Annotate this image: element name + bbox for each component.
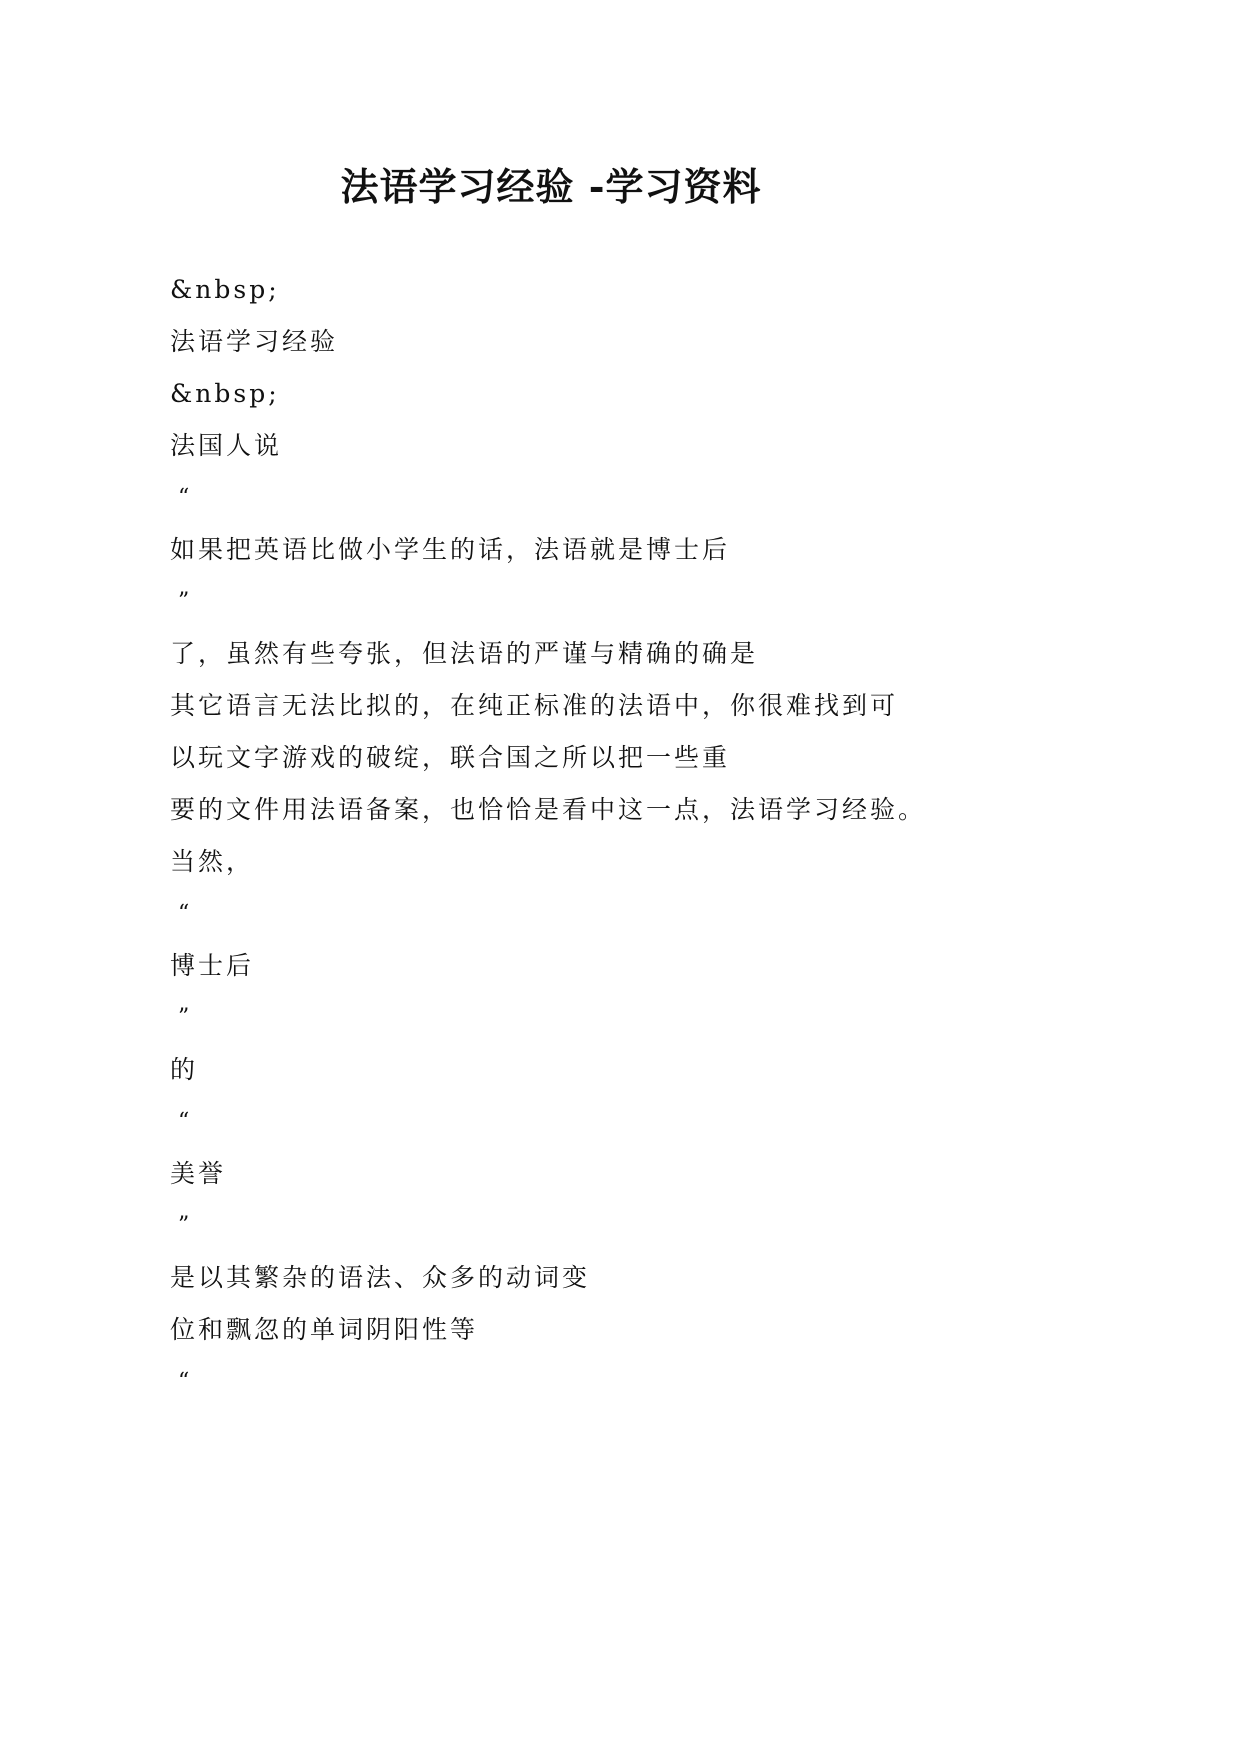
document-title: 法语学习经验 -学习资料 (340, 164, 762, 210)
text-line: &nbsp; (170, 379, 280, 408)
text-line: 是以其繁杂的语法、众多的动词变 (170, 1263, 591, 1292)
text-line: &nbsp; (170, 275, 280, 304)
text-line: 博士后 (170, 951, 255, 980)
text-line: 其它语言无法比拟的，在纯正标准的法语中，你很难找到可 (170, 691, 899, 720)
opening-quote-mark: “ (178, 485, 193, 510)
closing-quote-mark: ” (178, 589, 193, 614)
text-line: 如果把英语比做小学生的话，法语就是博士后 (170, 535, 731, 564)
opening-quote-mark: “ (178, 1369, 193, 1394)
text-line: 美誉 (170, 1159, 227, 1188)
closing-quote-mark: ” (178, 1005, 193, 1030)
opening-quote-mark: “ (178, 901, 193, 926)
opening-quote-mark: “ (178, 1109, 193, 1134)
text-line: 的 (170, 1055, 199, 1084)
text-line: 法国人说 (170, 431, 283, 460)
document-body (170, 264, 970, 1408)
text-line: 法语学习经验 (170, 327, 339, 356)
text-line: 以玩文字游戏的破绽，联合国之所以把一些重 (170, 743, 731, 772)
text-line: 了，虽然有些夸张，但法语的严谨与精确的确是 (170, 639, 759, 668)
text-line: 位和飘忽的单词阴阳性等 (170, 1315, 479, 1344)
text-line: 当然， (170, 847, 255, 876)
closing-quote-mark: ” (178, 1213, 193, 1238)
text-line: 要的文件用法语备案，也恰恰是看中这一点，法语学习经验。 (170, 795, 927, 824)
